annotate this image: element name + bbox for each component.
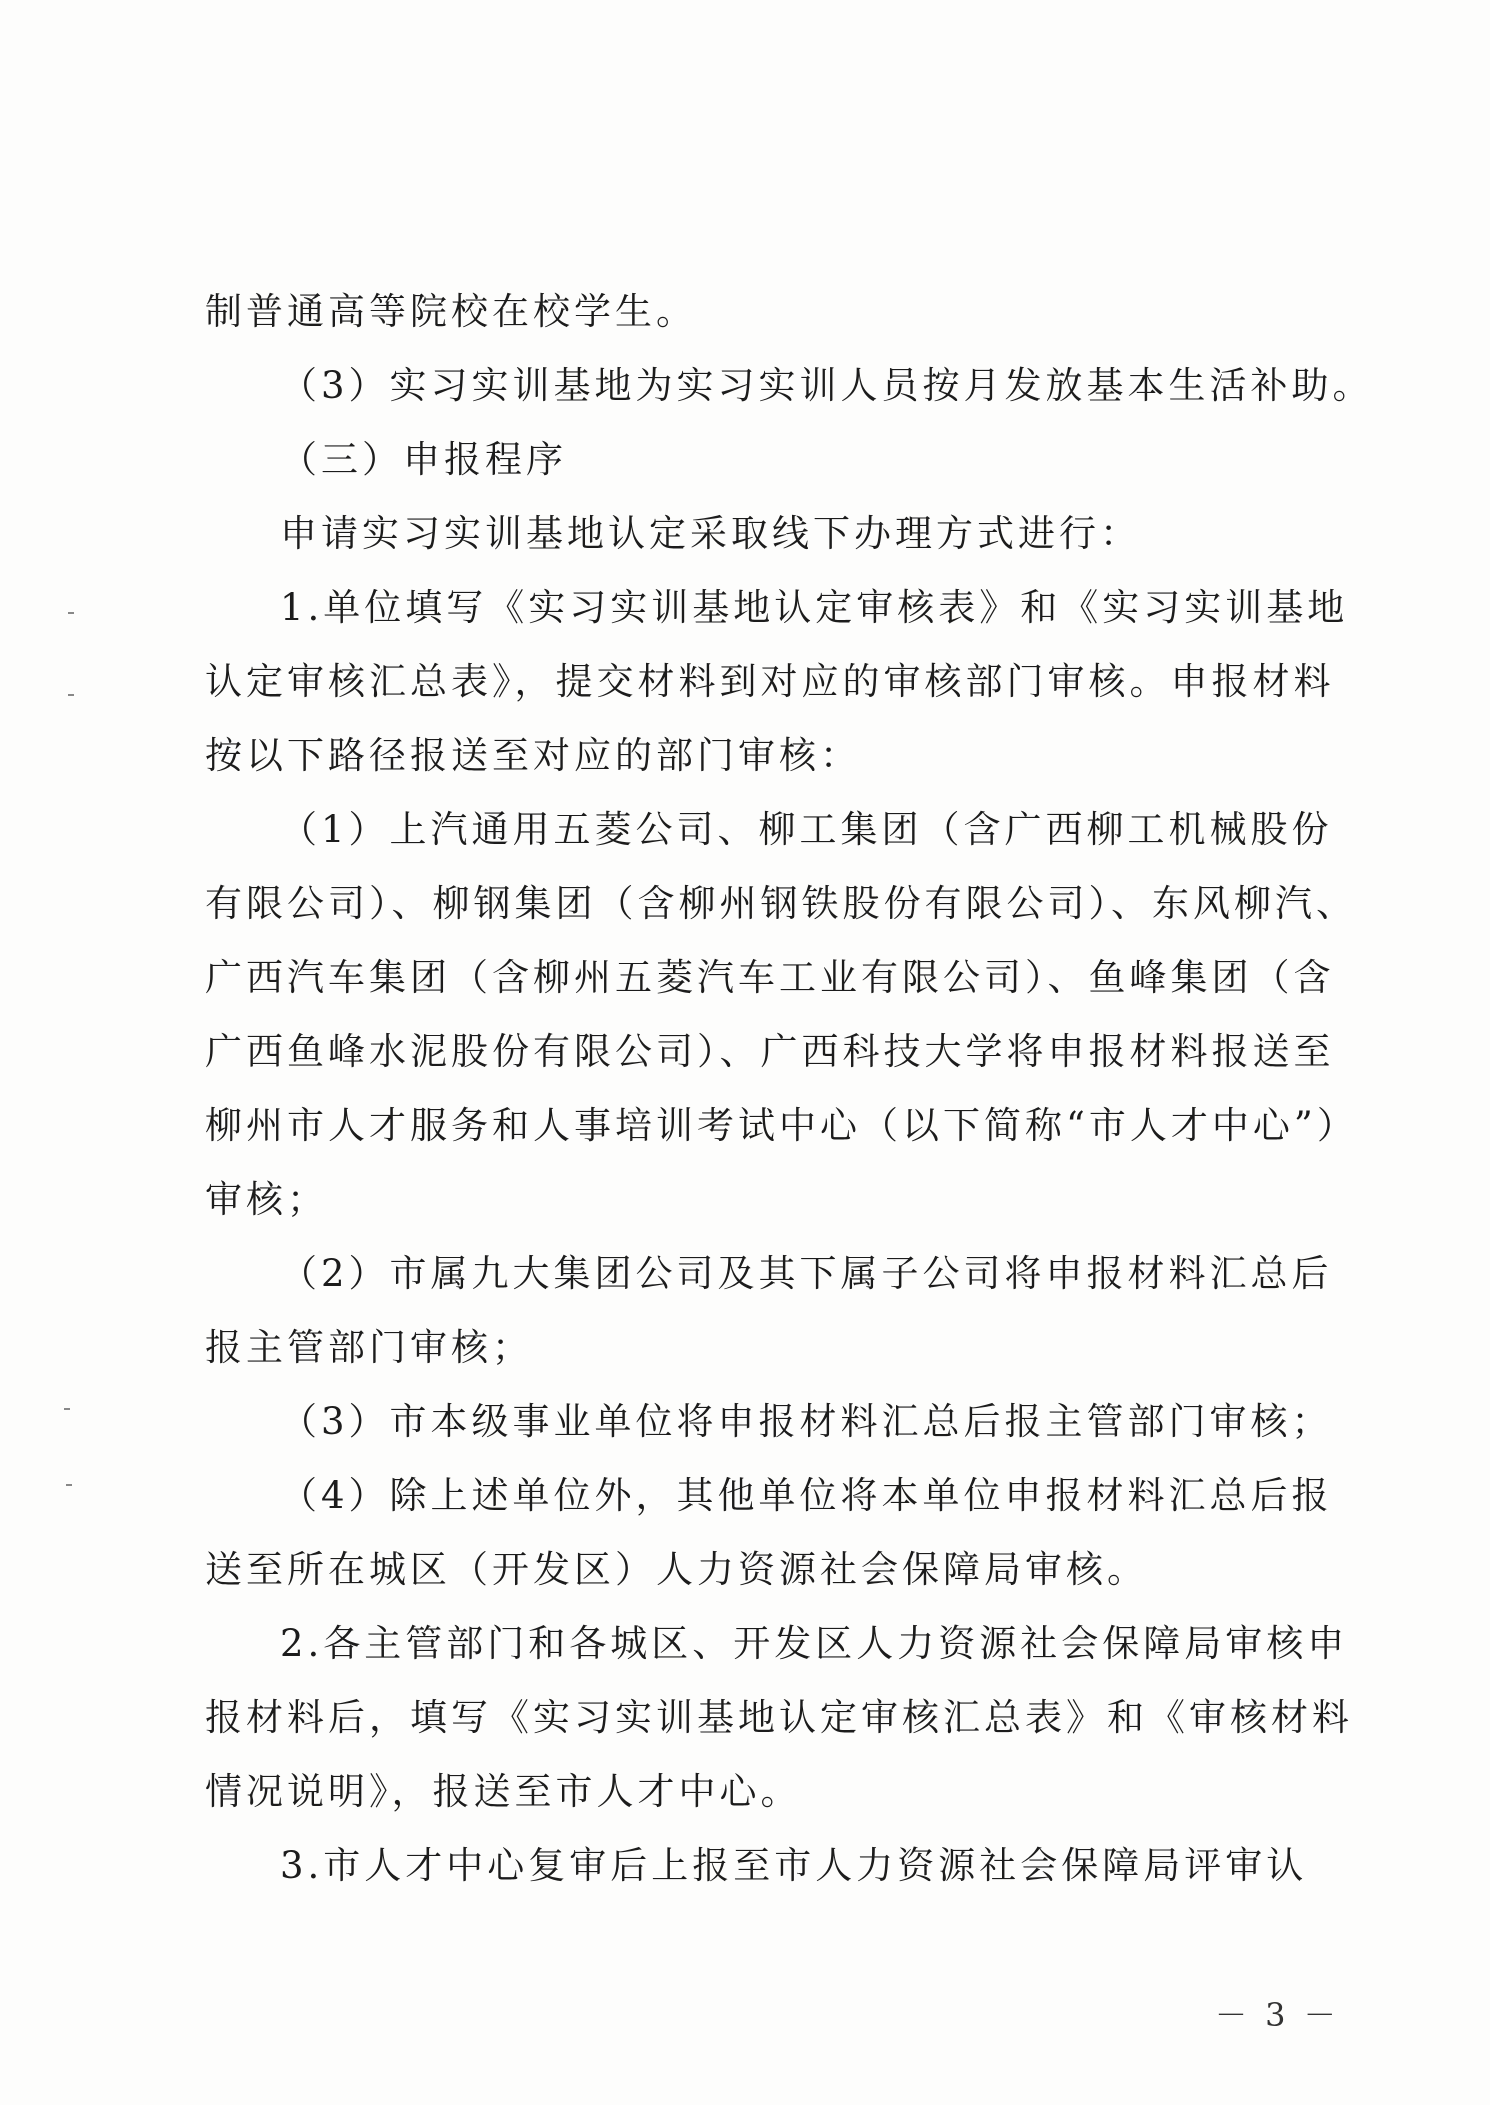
text-line: 柳州市人才服务和人事培训考试中心（以下简称“市人才中心”） [205,1104,1358,1147]
text-line: （3）实习实训基地为实习实训人员按月发放基本生活补助。 [280,364,1374,407]
scan-speck [68,694,74,696]
text-line: 2.各主管部门和各城区、开发区人力资源社会保障局审核申 [280,1622,1349,1665]
text-line: 申请实习实训基地认定采取线下办理方式进行： [280,512,1141,555]
text-line: （3）市本级事业单位将申报材料汇总后报主管部门审核； [280,1400,1333,1443]
text-line: 送至所在城区（开发区）人力资源社会保障局审核。 [205,1548,1148,1591]
text-line: 报材料后，填写《实习实训基地认定审核汇总表》和《审核材料 [205,1696,1353,1739]
page-number: － 3 － [1215,1996,1340,2034]
scan-speck [64,1408,70,1410]
text-line: 按以下路径报送至对应的部门审核： [205,734,861,777]
text-line: （1）上汽通用五菱公司、柳工集团（含广西柳工机械股份 [280,808,1333,851]
text-line: 制普通高等院校在校学生。 [205,290,697,333]
text-line: 广西汽车集团（含柳州五菱汽车工业有限公司）、鱼峰集团（含 [205,956,1335,999]
text-line: 1.单位填写《实习实训基地认定审核表》和《实习实训基地 [280,586,1349,629]
text-line: 认定审核汇总表》，提交材料到对应的审核部门审核。申报材料 [205,660,1335,703]
text-line: 3.市人才中心复审后上报至市人力资源社会保障局评审认 [280,1844,1308,1887]
text-line: （2）市属九大集团公司及其下属子公司将申报材料汇总后 [280,1252,1333,1295]
text-line: 广西鱼峰水泥股份有限公司）、广西科技大学将申报材料报送至 [205,1030,1335,1073]
scan-speck [68,612,74,614]
text-line: （4）除上述单位外，其他单位将本单位申报材料汇总后报 [280,1474,1333,1517]
scan-speck [66,1484,72,1486]
text-line: 报主管部门审核； [205,1326,533,1369]
text-line: 情况说明》，报送至市人才中心。 [205,1770,802,1813]
text-line: 有限公司）、柳钢集团（含柳州钢铁股份有限公司）、东风柳汽、 [205,882,1357,925]
section-heading: （三）申报程序 [280,438,567,481]
text-line: 审核； [205,1178,328,1221]
